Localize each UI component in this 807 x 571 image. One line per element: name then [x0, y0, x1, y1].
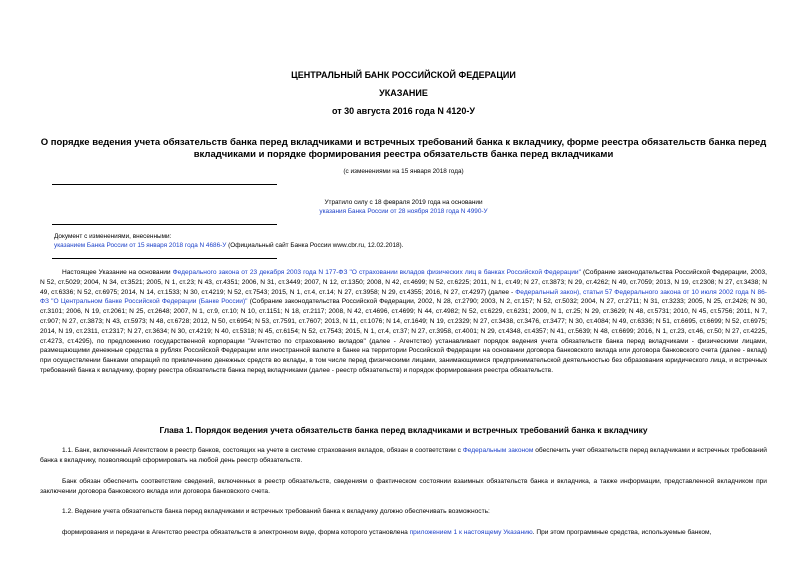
paragraph-1-2: 1.2. Ведение учета обязательств банка перед вкладчиками и встречных требований банка к вкладчику должно обеспечивать возможность: [62, 508, 490, 515]
document-type: УКАЗАНИЕ [379, 88, 428, 98]
federal-law-link[interactable]: Федерального закона от 23 декабря 2003 года N 177-ФЗ "О страховании вкладов физических лиц в банках Российской Федерации" [172, 269, 581, 276]
divider [52, 258, 277, 259]
paragraph-formation [40, 528, 767, 538]
paragraph-text: 1.1. Банк, включенный Агентством в реестр банков, состоящих на учете в системе страхования вкладов, обязан в соответствии с [62, 447, 463, 454]
paragraph-text: . При этом программные средства, используемые банком, [532, 529, 712, 536]
paragraph-text: обеспечить учет обязательств перед вкладчиками и встречных требований банка к вкладчику, позволяющий сформировать на любой день реестр обязательств. [40, 447, 767, 464]
appendix-link[interactable]: приложением 1 к настоящему Указанию [409, 529, 533, 536]
divider [52, 184, 277, 185]
amendment-link[interactable]: указанием Банка России от 15 января 2018 года N 4686-У [54, 242, 227, 249]
chapter-heading: Глава 1. Порядок ведения учета обязательств банка перед вкладчиками и встречных требований банка к вкладчику [159, 425, 648, 435]
preamble-paragraph [40, 268, 767, 376]
central-bank-law-link[interactable]: Федеральный закон), статьи 57 Федерального закона от 10 июля 2002 года N 86-ФЗ "О Центральном банке Российской Федерации (Банке России)" [40, 288, 768, 306]
void-note-line: Утратило силу с 18 февраля 2019 года на основании [324, 199, 483, 206]
document-date-number: от 30 августа 2016 года N 4120-У [331, 106, 476, 116]
void-note [0, 208, 807, 215]
amendments-ref [54, 242, 403, 249]
preamble-text: Настоящее Указание на основании [62, 269, 173, 276]
divider [52, 224, 277, 225]
paragraph-bank-obligation: Банк обязан обеспечить соответствие сведений, включенных в реестр обязательств, сведениям о фактическом состоянии взаимных обязательств банка и вкладчика, а также информации, представленной вкладчиком при заключении договора банковского вклада или договора банковского счета. [40, 478, 767, 495]
preamble-text: (Собрание законодательства Российской Федерации, 2002, N 28, ст.2790; 2003, N 2, ст.157; N 52, ст.5032; 2004, N 27, ст.2711; N 31, ст.3233; 2005, N 25, ст.2426; N 30, ст.3101; 2006, N 19, ст.2061; N 25, ст.2648; 2007, N 1, ст.9, ст.10; N 10, ст.1151; N 18, ст.2117; 2008, N 42, ст.4696, ст.4699; N 44, ст.4982; N 52, ст.6229, ст.6231; 2009, N 1, ст.25; N 29, ст.3629; N 48, ст.5731; 2010, N 45, ст.5756; 2011, N 7, ст.907; N 27, ст.3873; N 43, ст.5973; N 48, ст.6728; 2012, N 50, ст.6954; N 53, ст.7591, ст.7607; 2013, N 11, ст.1076; N 14, ст.1649; N 19, ст.2329; N 27, ст.3438, ст.3476, ст.3477; N 30, ст.4084; N 49, ст.6336; N 51, ст.6695, ст.6699; N 52, ст.6975; 2014, N 19, ст.2311, ст.2317; N 27, ст.3634; N 30, ст.4219; N 40, ст.5318; N 45, ст.6154; N 52, ст.7543; 2015, N 1, ст.4, ст.37; N 27, ст.3958, ст.4001; N 29, ст.4348, ст.4357; N 41, ст.5639; N 48, ст.6699; 2016, N 1, ст.23, ст.46, ст.50; N 27, ст.4225, ст.4273, ст.4295), по предложению государственной корпорации "Агентство по страхованию вкладов" (далее - Агентство) устанавливает порядок ведения учета обязательств банка перед вкладчиками - физическими лицами, размещающими денежные средства в рублях Российской Федерации или иностранной валюте в банке на территории Российской Федерации на основании договора банковского вклада или договора банковского счета (далее - вклад) при осуществлении банками операций по привлечению денежных средств во вклады, в том числе перед физическими лицами, занимающимися предпринимательской деятельностью без образования юридического лица, и встречных требований банка к вкладчику, форму реестра обязательств банка перед вкладчиками (далее - реестр обязательств) и порядок формирования реестра обязательств. [40, 298, 767, 374]
paragraph-text: формирования и передачи в Агентство реестра обязательств в электронном виде, форма которого установлена [62, 529, 410, 536]
federal-law-link[interactable]: Федеральным законом [462, 447, 534, 454]
paragraph-1-1 [40, 446, 767, 466]
bank-name: ЦЕНТРАЛЬНЫЙ БАНК РОССИЙСКОЙ ФЕДЕРАЦИИ [291, 70, 516, 80]
amendment-source: (Официальный сайт Банка России www.cbr.ru, 12.02.2018). [226, 242, 404, 249]
amendments-label: Документ с изменениями, внесенными: [54, 233, 172, 240]
document-title: О порядке ведения учета обязательств банка перед вкладчиками и встречных требований банка к вкладчику, форме реестра обязательств банка перед вкладчиками и порядке формирования реестра обязательств банка перед вкладчиками [40, 137, 767, 160]
void-note-link[interactable]: указания Банка России от 28 ноября 2018 года N 4990-У [319, 208, 488, 215]
amendment-note: (с изменениями на 15 января 2018 года) [343, 168, 464, 175]
preamble-text: (Собрание законодательства Российской Федерации, 2003, N 52, ст.5029; 2004, N 34, ст.3521; 2005, N 1, ст.23; N 43, ст.4351; 2006, N 31, ст.3449; 2007, N 12, ст.1350; 2008, N 42, ст.4699; N 52, ст.6225; 2011, N 1, ст.49; N 27, ст.3873; N 29, ст.4262; N 49, ст.7059; 2013, N 19, ст.2308; N 27, ст.3438; N 49, ст.6336; N 52, ст.6975; 2014, N 14, ст.1533; N 30, ст.4219; N 52, ст.7543; 2015, N 1, ст.4, ст.14; N 27, ст.3958; N 29, ст.4355; 2016, N 27, ст.4297) (далее - [40, 269, 767, 296]
